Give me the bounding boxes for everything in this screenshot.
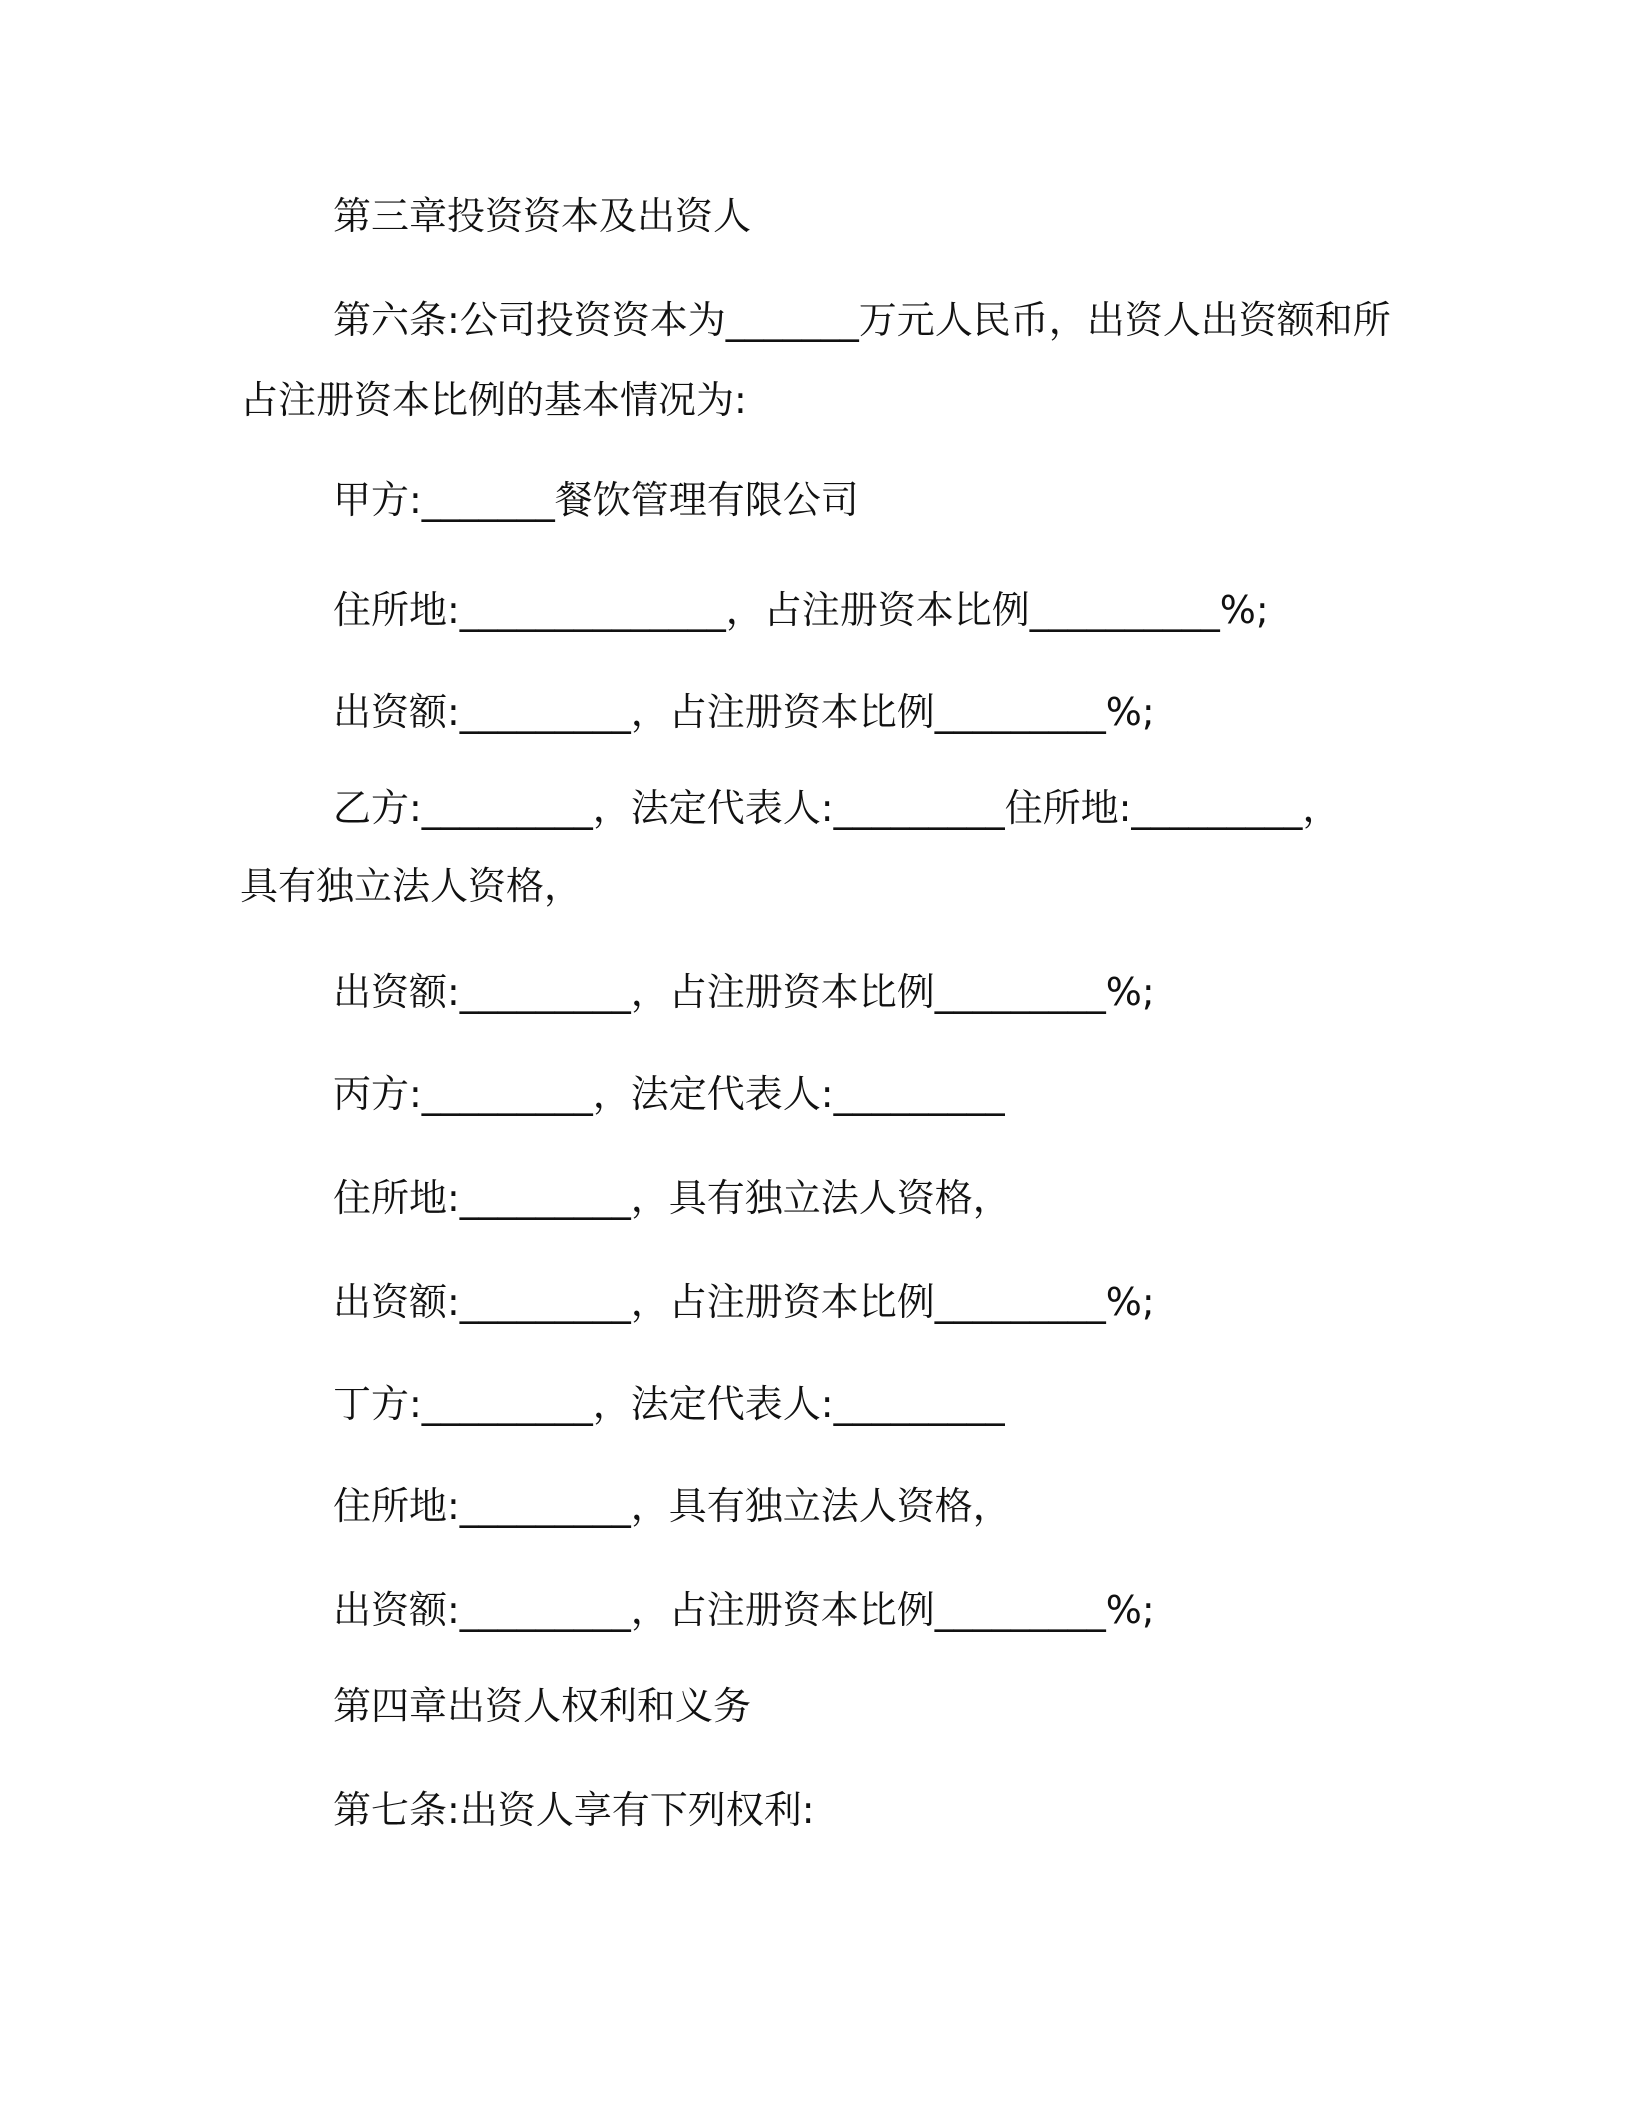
- chapter-4-heading: 第四章出资人权利和义务: [333, 1684, 752, 1728]
- party-b-contribution: 出资额:_________，占注册资本比例_________%;: [333, 970, 1155, 1014]
- party-d-info: 丁方:_________，法定代表人:_________: [333, 1382, 1005, 1426]
- party-c-address: 住所地:_________，具有独立法人资格，: [333, 1176, 1011, 1220]
- party-c-contribution: 出资额:_________，占注册资本比例_________%;: [333, 1280, 1155, 1324]
- article-6-line-2: 占注册资本比例的基本情况为:: [240, 378, 747, 422]
- article-7-line: 第七条:出资人享有下列权利:: [333, 1788, 815, 1832]
- party-a-name: 甲方:_______餐饮管理有限公司: [333, 478, 859, 522]
- party-c-info: 丙方:_________，法定代表人:_________: [333, 1072, 1005, 1116]
- party-b-info: 乙方:_________，法定代表人:_________住所地:_________，: [333, 786, 1341, 830]
- article-6-line-1: 第六条:公司投资资本为_______万元人民币，出资人出资额和所: [333, 298, 1391, 342]
- chapter-3-heading: 第三章投资资本及出资人: [333, 194, 752, 238]
- party-a-contribution: 出资额:_________，占注册资本比例_________%;: [333, 690, 1155, 734]
- party-b-qualification: 具有独立法人资格，: [240, 864, 583, 908]
- party-d-address: 住所地:_________，具有独立法人资格，: [333, 1484, 1011, 1528]
- party-a-address: 住所地:______________，占注册资本比例__________%;: [333, 588, 1269, 632]
- party-d-contribution: 出资额:_________，占注册资本比例_________%;: [333, 1588, 1155, 1632]
